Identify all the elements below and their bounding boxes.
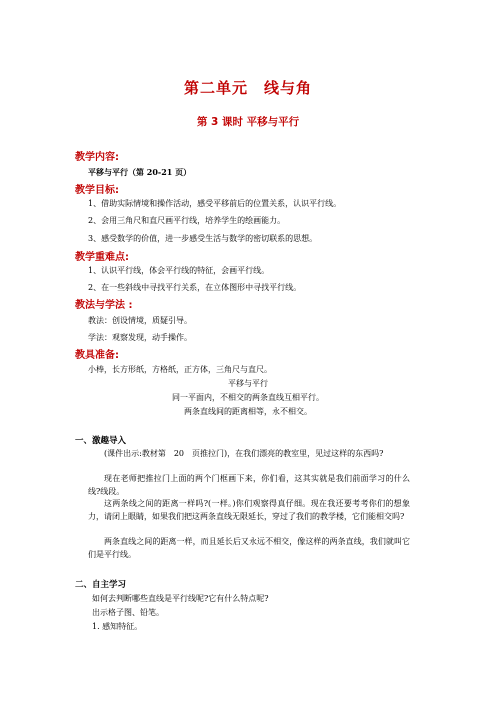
- board-line: 两条直线间的距离相等，永不相交。: [184, 407, 312, 416]
- goal-item: 3、感受数学的价值，进一步感受生活与数学的密切联系的思想。: [88, 234, 318, 243]
- part1-heading: 一、激趣导入: [75, 436, 127, 446]
- part2-line: 出示格子图、铅笔。: [92, 608, 164, 617]
- part1-paragraph: 现在老师把推拉门上面的两个门框画下来，你们看，这其实就是我们前面学习的什么线?线段。: [88, 474, 410, 496]
- keypoint-item: 1、认识平行线，体会平行线的特征，会画平行线。: [88, 266, 270, 275]
- keypoint-item: 2、在一些斜线中寻找平行关系，在立体图形中寻找平行线。: [88, 283, 302, 292]
- board-line: 平移与平行: [228, 379, 268, 388]
- part2-heading: 二、自主学习: [75, 580, 127, 590]
- methods-heading: 教法与学法 :: [75, 300, 133, 311]
- lesson-title: 第 3 课时 平移与平行: [196, 116, 300, 128]
- part1-paragraph: 这两条线之间的距离一样吗?(一样。)你们观察得真仔细。现在我还要考考你们的想象力，请闭上眼睛，如果我们把这两条直线无限延长，穿过了我们的教学楼，它们能相交吗?: [88, 499, 410, 521]
- keypoints-heading: 教学重难点:: [75, 252, 129, 263]
- content-item: 平移与平行（第 20-21 页）: [88, 167, 192, 177]
- part2-line: 1. 感知特征。: [92, 622, 143, 631]
- goal-item: 1、借助实际情境和操作活动，感受平移前后的位置关系，认识平行线。: [88, 199, 342, 208]
- prep-item: 小棒，长方形纸，方格纸，正方体，三角尺与直尺。: [88, 365, 272, 374]
- board-line: 同一平面内，不相交的两条直线互相平行。: [172, 393, 324, 402]
- content-heading: 教学内容:: [75, 152, 119, 163]
- part1-paragraph: (课件出示:教材第 20 页推拉门)，在我们漂亮的教室里，见过这样的东西吗?: [104, 449, 384, 458]
- part1-paragraph: 两条直线之间的距离一样，而且延长后又永远不相交，像这样的两条直线，我们就叫它们是平行线。: [88, 537, 410, 559]
- unit-title: 第二单元 线与角: [183, 79, 312, 97]
- prep-heading: 教具准备:: [75, 350, 119, 361]
- goal-item: 2、会用三角尺和直尺画平行线，培养学生的绘画能力。: [88, 216, 286, 225]
- method-item: 学法：观察发现，动手操作。: [88, 333, 192, 342]
- method-item: 教法：创设情境，质疑引导。: [88, 316, 192, 325]
- part2-line: 如何去判断哪些直线是平行线呢?它有什么特点呢?: [92, 594, 269, 603]
- goals-heading: 教学目标:: [75, 185, 119, 196]
